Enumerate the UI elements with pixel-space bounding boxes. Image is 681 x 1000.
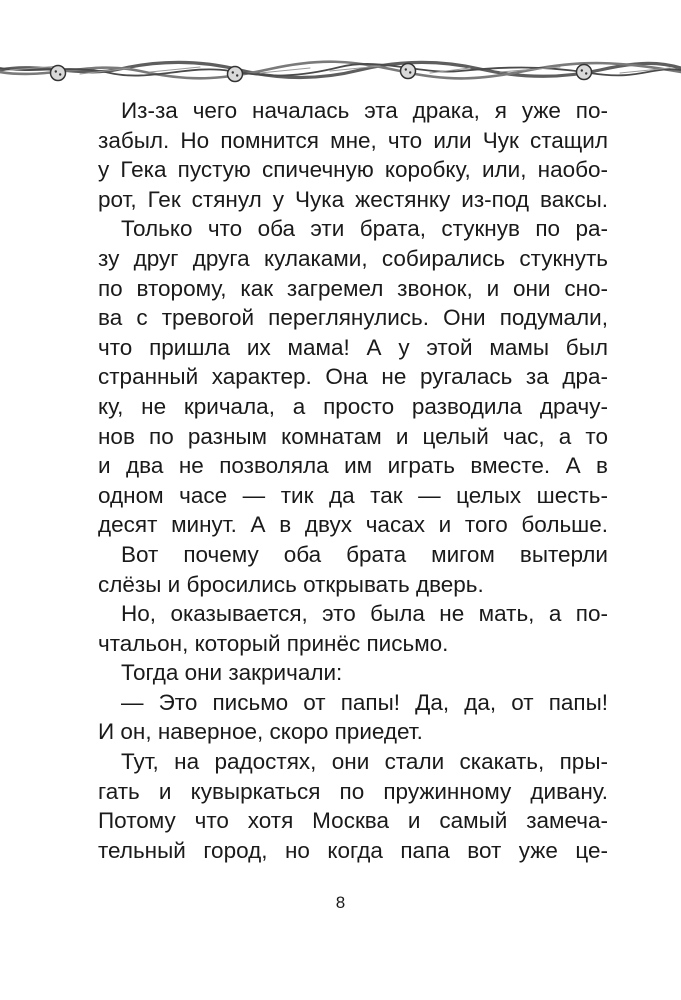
text-line: слёзы и бросились открывать дверь. (98, 571, 484, 597)
text-line: зу друг друга кулаками, собирались стукнуть (98, 245, 608, 271)
book-text (98, 96, 608, 865)
text-line: Только что оба эти брата, стукнув по ра- (121, 216, 608, 242)
text-line: ку, не кричала, а просто разводила драчу- (98, 393, 608, 419)
text-line: — Это письмо от папы! Да, да, от папы! (121, 689, 608, 715)
text-line: одном часе — тик да так — целых шесть- (98, 482, 608, 508)
text-line: Вот почему оба брата мигом вытерли (121, 541, 608, 567)
text-line: и два не позволяла им играть вместе. А в (98, 453, 608, 479)
decorative-rope-border (0, 44, 681, 100)
text-line: Из-за чего началась эта драка, я уже по- (121, 98, 608, 123)
text-line: Потому что хотя Москва и самый замеча- (98, 808, 608, 834)
page-number: 8 (335, 893, 346, 912)
text-line: чтальон, который принёс письмо. (98, 630, 449, 656)
text-line: что пришла их мама! А у этой мамы был (98, 334, 608, 360)
text-line: у Гека пустую спичечную коробку, или, наобо- (98, 157, 608, 183)
text-line: Тогда они закричали: (121, 660, 343, 686)
text-line: гать и кувыркаться по пружинному дивану. (98, 778, 608, 804)
text-line: ва с тревогой переглянулись. Они подумали, (98, 305, 608, 331)
text-line: по второму, как загремел звонок, и они сно- (98, 275, 608, 301)
text-line: странный характер. Она не ругалась за дра- (98, 364, 608, 390)
text-line: забыл. Но помнится мне, что или Чук стащил (98, 127, 608, 153)
text-line: нов по разным комнатам и целый час, а то (98, 423, 608, 449)
text-line: тельный город, но когда папа вот уже це- (98, 837, 608, 863)
text-line: рот, Гек стянул у Чука жестянку из-под ваксы. (98, 186, 608, 212)
text-line: Но, оказывается, это была не мать, а по- (121, 601, 608, 627)
text-line: десят минут. А в двух часах и того больше. (98, 512, 608, 538)
text-line: Тут, на радостях, они стали скакать, пры- (121, 749, 608, 775)
text-line: И он, наверное, скоро приедет. (98, 719, 423, 745)
